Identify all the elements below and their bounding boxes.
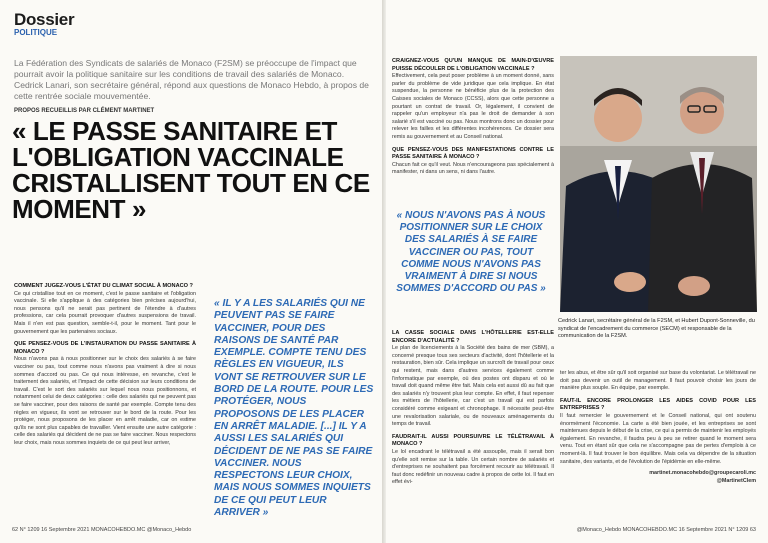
question-passe: QUE PENSEZ-VOUS DE L'INSTAURATION DU PASSE SANITAIRE À MONACO ? <box>14 341 196 355</box>
rubric-title: Dossier <box>14 10 75 29</box>
question-climate: COMMENT JUGEZ-VOUS L'ÉTAT DU CLIMAT SOCIAL À MONACO ? <box>14 283 193 289</box>
answer-hotellerie: Le plan de licenciements à la Société des bains de mer (SBM), a concerné presque tous ses secteurs d'activité, dont l'hôtellerie et la restauration, bien sûr. Cela implique un surcroît de travail pour ceux qui restent, mais dans d'autres services également comme l'informatique par exemple, où des postes ont disparu et où le travail doit quand même être fait. Mais cela est aussi dû au fait que des salariés n'y trouvent plus leur compte. En effet, il faut repenser les métiers de l'hôtellerie, car c'est un travail qui est parfois considéré comme exigeant et chronophage. Il nécessite peut-être une revalorisation salariale, ou de nouveaux aménagements du temps de travail. <box>392 345 554 428</box>
left-page <box>0 0 382 543</box>
answer-main-doeuvre: Effectivement, cela peut poser problème à un moment donné, sans parler du problème de vide juridique que cela implique. En état suspendue, la personne ne bénéficie plus de la protection des Caisses sociales de Monaco (CCSS), alors que cette personne a pourtant un contrat de travail. Or, légalement, il convient de rappeler qu'un employeur n'a pas le droit de demander à son salarié s'il est vacciné ou pas. Nous montrons donc un dossier pour relever les failles et les différentes incohérences. Ce dossier sera remis au gouvernement et au Conseil national. <box>392 73 554 140</box>
answer-teletravail: Le lol encadrant le télétravail a été assouplie, mais il serait bon qu'elle soit remise sur la table. Un certain nombre de salariés et d'entreprises ne souhaitent pas forcément recourir au télétravail. Il faut donc redéfinir un nouveau cadre à propos de cette loi. Il faut en effet évi- <box>392 448 554 486</box>
answer-aides-covid: Il faut remercier le gouvernement et le Conseil national, qui ont soutenu énormément l'économie. La carte a été bien jouée, et les entreprises se sont maintenues depuis le début de la crise, ce qui a permis de maintenir les employés également. En revanche, il faudra peu à peu se retirer quand le moment sera venu. Tout en étant sûr que cela ne s'accompagne pas de pertes d'emplois à ce moment-là. Il faut trouver le bon équilibre. Mais cela va dépendre de la situation sanitaire, des variants, et de l'évolution de l'épidémie en elle-même. <box>560 412 756 465</box>
rubric-subtitle: POLITIQUE <box>14 28 58 37</box>
interviewees-photo <box>560 56 757 312</box>
question-manifestations: QUE PENSEZ-VOUS DES MANIFESTATIONS CONTRE LE PASSE SANITAIRE À MONACO ? <box>392 146 554 161</box>
headline: « LE PASSE SANITAIRE ET L'OBLIGATION VACCINALE CRISTALLISENT TOUT EN CE MOMENT » <box>12 116 370 224</box>
footer-right: @Monaco_Hebdo MONACOHEBDO.MC 16 Septembre 2021 N° 1209 63 <box>576 527 756 533</box>
left-column <box>14 283 196 447</box>
photo-caption: Cedrick Lanari, secrétaire général de la F2SM, et Hubert Dupont-Sonneville, du syndicat de l'encadrement du commerce (SECM) et responsable de la communication de la F2SM. <box>558 318 755 340</box>
rubric <box>14 10 74 37</box>
answer-manifestations: Chacun fait ce qu'il veut. Nous n'encourageons pas spécialement à manifester, ni dans un sens, ni dans l'autre. <box>392 161 554 176</box>
answer-teletravail-cont: ter les abus, et être sûr qu'il soit organisé sur base du volontariat. Le télétravail ne doit pas devenir un outil de management. Il faut pouvoir choisir les jours de manière plus souple. En équipe, par exemple. <box>560 370 756 392</box>
byline: PROPOS RECUEILLIS PAR CLÉMENT MARTINET <box>14 108 155 114</box>
right-column-1 <box>392 58 554 177</box>
author-twitter: @MartinetClem <box>716 477 756 484</box>
footer-left: 62 N° 1209 16 Septembre 2021 MONACOHEBDO.MC @Monaco_Hebdo <box>12 527 192 533</box>
pull-quote-left: « IL Y A LES SALARIÉS QUI NE PEUVENT PAS SE FAIRE VACCINER, POUR DES RAISONS DE SANTÉ PAR EXEMPLE. COMPTE TENU DES RÈGLES EN VIGUEUR, ILS VONT SE RETROUVER SUR LE BORD DE LA ROUTE. POUR LES PROTÉGER, NOUS PROPOSONS DE LES PLACER EN ARRÊT MALADIE. [...] IL Y A AUSSI LES SALARIÉS QUI DÉCIDENT DE NE PAS SE FAIRE VACCINER. NOUS RESPECTONS LEUR CHOIX, MAIS NOUS SOMMES INQUIETS DE CE QUI PEUT LEUR ARRIVER » <box>214 298 374 519</box>
answer-climate: Ce qui cristallise tout en ce moment, c'est le passe sanitaire et l'obligation vaccinale. Si elle s'applique à des catégories bien précises aujourd'hui, nous pensons qu'il ne serait pas pertinent de l'étendre à d'autres professions, car cela pourrait provoquer d'autres suspensions de travail. Mais il n'en est pas question, semble-t-il, pour le moment. Tant pour le gouvernement que les partenaires sociaux. <box>14 290 196 335</box>
answer-passe: Nous n'avons pas à nous positionner sur le choix des salariés à se faire vacciner ou pas, tout comme nous n'avons pas vraiment à dire si nous sommes d'accord ou pas. Ce qui nous intéresse, en revanche, c'est le traitement des salariés, et l'impact de cette décision sur leurs conditions de travail. C'est le sort des salariés sur lequel nous nous positionnons, et notamment celui de deux catégories : celle des salariés qui ne peuvent pas se faire vacciner, pour des raisons de santé par exemple. Compte tenu des règles en vigueur, ils vont se retrouver sur le bord de la route. Pour les protéger, nous proposons de les placer en arrêt maladie, car on estime qu'ils ne sont plus capables de travailler. Vient ensuite une autre catégorie : celle des salariés qui décident de ne pas se faire vacciner. Nous respectons leur choix, mais nous sommes inquiets de ce qui peut leur arriver, <box>14 356 196 446</box>
two-men-photo-icon <box>560 56 757 312</box>
question-aides-covid: FAUT-IL ENCORE PROLONGER LES AIDES COVID POUR LES ENTREPRISES ? <box>560 397 756 412</box>
question-main-doeuvre: CRAIGNEZ-VOUS QU'UN MANQUE DE MAIN-D'ŒUVRE PUISSE DÉCOULER DE L'OBLIGATION VACCINALE ? <box>392 58 554 72</box>
pull-quote-right: « NOUS N'AVONS PAS À NOUS POSITIONNER SUR LE CHOIX DES SALARIÉS À SE FAIRE VACCINER OU PAS, TOUT COMME NOUS N'AVONS PAS VRAIMENT À DIRE SI NOUS SOMMES D'ACCORD OU PAS » <box>396 210 546 295</box>
question-hotellerie: LA CASSE SOCIALE DANS L'HÔTELLERIE EST-ELLE ENCORE D'ACTUALITÉ ? <box>392 330 554 344</box>
question-teletravail: FAUDRAIT-IL AUSSI POURSUIVRE LE TÉLÉTRAVAIL À MONACO ? <box>392 433 554 448</box>
right-column-3 <box>560 370 756 485</box>
author-email: martinet.monacohebdo@groupecaroli.mc <box>649 470 756 477</box>
intro-text: La Fédération des Syndicats de salariés de Monaco (F2SM) se préoccupe de l'impact que pourrait avoir la politique sanitaire sur les conditions de travail des salariés de Monaco. Cedrick Lanari, son secrétaire général, répond aux questions de Monaco Hebdo, à propos de cette rentrée sociale mouvementée. <box>14 58 369 101</box>
right-column-2 <box>392 330 554 487</box>
